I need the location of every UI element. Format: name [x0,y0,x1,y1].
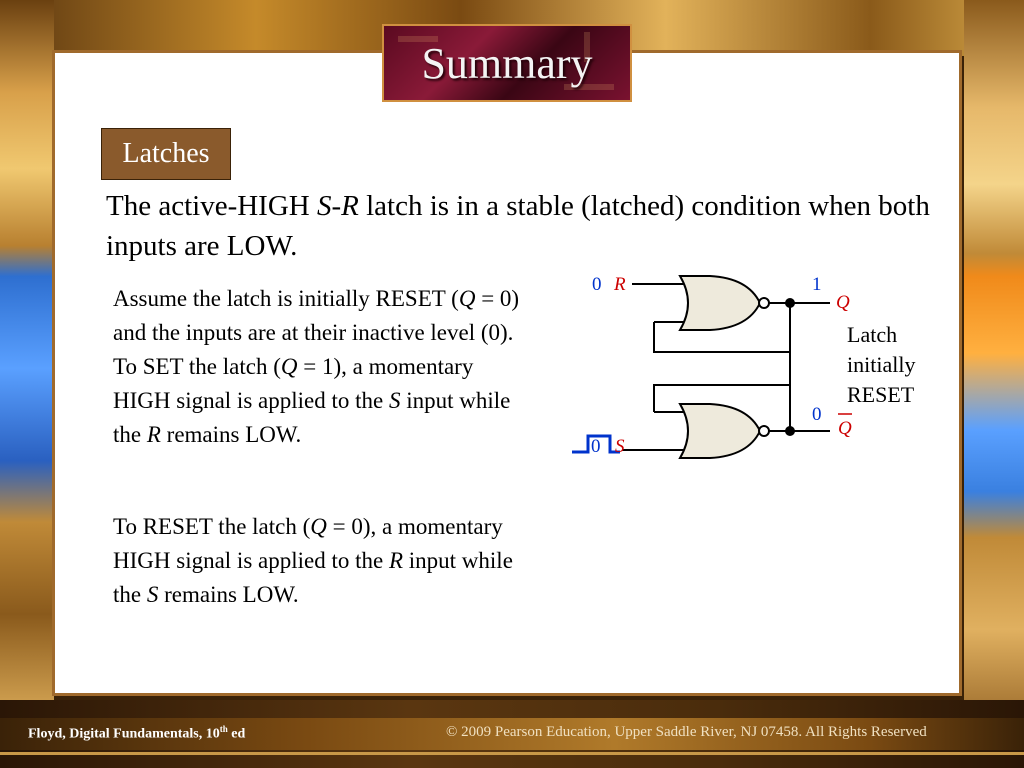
title-banner [382,24,632,102]
background-left-band [0,0,54,768]
r-value-label: 0 [592,274,602,295]
upper-nor-gate [680,276,760,330]
lower-nor-gate [680,404,760,458]
footer-copyright: © 2009 Pearson Education, Upper Saddle River, NJ 07458. All Rights Reserved [446,724,927,740]
upper-gate-inverter-bubble [759,298,769,308]
slide-heading: The active-HIGH S-R latch is in a stable (latched) condition when both inputs are LOW. [106,190,930,262]
s-input-label: S [615,436,625,457]
qbar-junction-dot [785,426,795,436]
footer-divider [0,752,1024,755]
r-input-label: R [614,274,626,295]
lower-gate-inverter-bubble [759,426,769,436]
latch-state-note: Latch initially RESET [847,322,916,407]
set-explanation-paragraph: Assume the latch is initially RESET (Q = 0) and the inputs are at their inactive level (0). To SET the latch (Q = 1), a momentary HIGH signal is applied to the S input while the R remains LOW. [113,286,520,447]
qbar-output-label: Q [838,418,852,439]
reset-explanation-paragraph: To RESET the latch (Q = 0), a momentary HIGH signal is applied to the R input while the S remains LOW. [113,514,513,607]
background-right-band [964,0,1024,768]
slide-title: Summary [421,38,593,88]
s-value-label: 0 [591,436,601,457]
section-label: Latches [101,128,231,180]
qbar-value-label: 0 [812,404,822,425]
footer-book-title: Floyd, Digital Fundamentals, 10th ed [28,724,246,742]
q-value-label: 1 [812,274,822,295]
q-junction-dot [785,298,795,308]
q-output-label: Q [836,292,850,313]
sr-latch-circuit [560,260,860,470]
